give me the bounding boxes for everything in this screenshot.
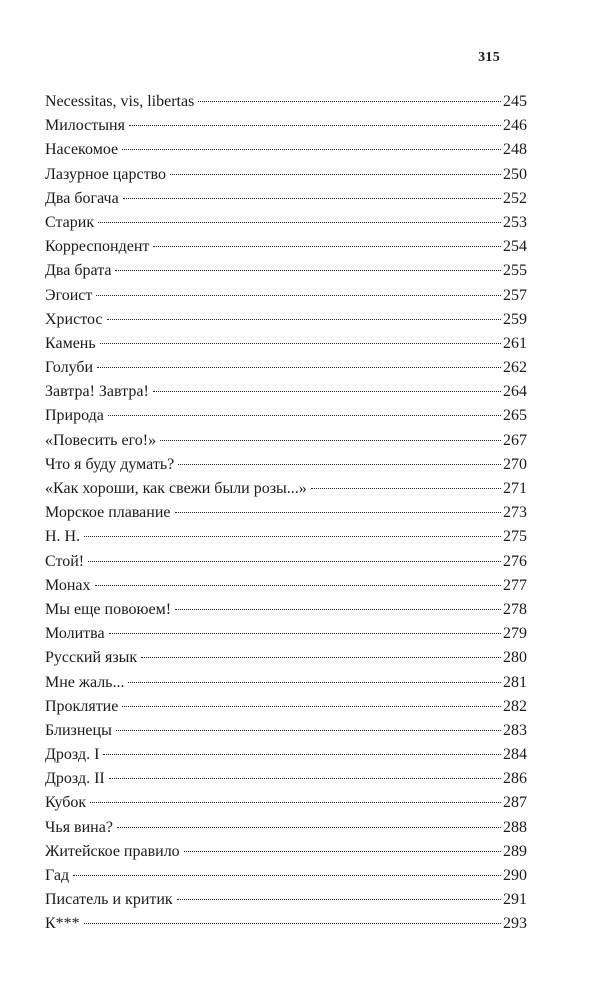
toc-entry: [45, 114, 527, 138]
toc-entry-page: 278: [503, 600, 527, 618]
dot-leader: [141, 657, 501, 658]
toc-entry: [45, 404, 527, 428]
toc-entry-page: 267: [503, 431, 527, 449]
toc-entry-title: Стой!: [45, 552, 85, 570]
toc-entry-page: 280: [503, 649, 527, 667]
toc-entry: [45, 259, 527, 283]
toc-entry-page: 259: [503, 310, 527, 328]
toc-entry-title: Близнецы: [45, 721, 112, 739]
toc-entry-page: 277: [503, 576, 527, 594]
toc-entry: [45, 477, 527, 501]
toc-entry-title: «Повесить его!»: [45, 431, 157, 449]
dot-leader: [107, 319, 502, 320]
toc-entry-title: Житейское правило: [45, 842, 180, 860]
toc-entry-page: 284: [503, 746, 527, 764]
dot-leader: [95, 585, 502, 586]
toc-entry-title: Природа: [45, 407, 104, 425]
toc-entry: [45, 332, 527, 356]
toc-entry: [45, 138, 527, 162]
page-number: 315: [478, 50, 500, 65]
toc-entry-title: Два богача: [45, 189, 119, 207]
dot-leader: [88, 561, 501, 562]
dot-leader: [175, 512, 501, 513]
dot-leader: [73, 875, 501, 876]
toc-entry-title: Эгоист: [45, 286, 93, 304]
toc-entry-title: Мне жаль...: [45, 673, 125, 691]
toc-entry-title: Писатель и критик: [45, 891, 173, 909]
toc-entry: [45, 187, 527, 211]
toc-entry-page: 253: [503, 213, 527, 231]
toc-entry-title: Русский язык: [45, 649, 138, 667]
dot-leader: [96, 295, 501, 296]
toc-entry: [45, 888, 527, 912]
dot-leader: [98, 222, 501, 223]
toc-entry-title: Necessitas, vis, libertas: [45, 93, 195, 110]
toc-entry: [45, 840, 527, 864]
toc-entry: [45, 380, 527, 404]
toc-entry-title: Корреспондент: [45, 238, 150, 256]
toc-entry: [45, 816, 527, 840]
dot-leader: [109, 633, 501, 634]
toc-entry-title: Дрозд. I: [45, 746, 100, 764]
toc-entry-title: Христос: [45, 310, 103, 328]
toc-entry: [45, 356, 527, 380]
toc-entry-title: Монах: [45, 576, 91, 594]
dot-leader: [170, 174, 501, 175]
dot-leader: [97, 367, 501, 368]
toc-entry-page: 289: [503, 842, 527, 860]
toc-entry-page: 255: [503, 262, 527, 280]
dot-leader: [123, 198, 501, 199]
dot-leader: [311, 488, 501, 489]
toc-entry-page: 265: [503, 407, 527, 425]
toc-entry: [45, 695, 527, 719]
dot-leader: [115, 270, 501, 271]
toc-entry-page: 293: [503, 915, 527, 933]
toc-entry: [45, 90, 527, 114]
toc-entry-title: Голуби: [45, 359, 94, 377]
toc-entry: [45, 574, 527, 598]
dot-leader: [117, 827, 501, 828]
toc-entry-title: Чья вина?: [45, 818, 113, 836]
toc-entry: [45, 453, 527, 477]
toc-entry-page: 286: [503, 770, 527, 788]
dot-leader: [160, 440, 501, 441]
toc-entry-page: 287: [503, 794, 527, 812]
toc-entry: [45, 671, 527, 695]
dot-leader: [153, 246, 501, 247]
toc-entry-page: 262: [503, 359, 527, 377]
dot-leader: [128, 682, 501, 683]
toc-entry-title: Морское плавание: [45, 504, 171, 522]
toc-entry-page: 254: [503, 238, 527, 256]
table-of-contents: [45, 90, 527, 937]
dot-leader: [109, 778, 501, 779]
toc-entry-title: Дрозд. II: [45, 770, 105, 788]
toc-entry: [45, 719, 527, 743]
toc-entry-page: 281: [503, 673, 527, 691]
toc-entry: [45, 622, 527, 646]
dot-leader: [103, 754, 501, 755]
toc-entry-title: Кубок: [45, 794, 87, 812]
dot-leader: [90, 802, 501, 803]
dot-leader: [116, 730, 501, 731]
toc-entry-page: 271: [503, 480, 527, 497]
dot-leader: [84, 923, 501, 924]
toc-entry-title: Два брата: [45, 262, 112, 280]
toc-entry: [45, 767, 527, 791]
toc-entry: [45, 598, 527, 622]
toc-entry: [45, 791, 527, 815]
toc-entry-title: Мы еще повоюем!: [45, 600, 172, 618]
toc-entry-page: 291: [503, 891, 527, 909]
toc-entry-page: 279: [503, 625, 527, 643]
toc-entry-page: 250: [503, 165, 527, 183]
dot-leader: [84, 536, 501, 537]
dot-leader: [198, 101, 501, 102]
dot-leader: [122, 706, 501, 707]
toc-entry-page: 245: [503, 93, 527, 110]
toc-entry: [45, 284, 527, 308]
toc-entry-title: Лазурное царство: [45, 165, 166, 183]
toc-entry-title: «Как хороши, как свежи были розы...»: [45, 480, 307, 497]
toc-entry-page: 257: [503, 286, 527, 304]
toc-entry-title: К***: [45, 915, 80, 933]
toc-entry: [45, 211, 527, 235]
toc-entry-page: 275: [503, 528, 527, 546]
toc-entry-title: Молитва: [45, 625, 105, 643]
toc-entry-title: Старик: [45, 213, 95, 231]
toc-entry-page: 273: [503, 504, 527, 522]
toc-entry-title: Что я буду думать?: [45, 455, 175, 473]
dot-leader: [122, 149, 501, 150]
toc-entry: [45, 429, 527, 453]
dot-leader: [129, 125, 501, 126]
toc-entry: [45, 912, 527, 936]
toc-entry-title: Камень: [45, 334, 96, 352]
toc-entry: [45, 308, 527, 332]
toc-entry: [45, 646, 527, 670]
toc-entry-title: Насекомое: [45, 141, 119, 159]
dot-leader: [175, 609, 501, 610]
toc-entry-title: Н. Н.: [45, 528, 81, 546]
toc-entry: [45, 743, 527, 767]
toc-entry-page: 283: [503, 721, 527, 739]
toc-entry-title: Завтра! Завтра!: [45, 383, 149, 401]
dot-leader: [100, 343, 501, 344]
toc-entry-page: 290: [503, 867, 527, 884]
dot-leader: [178, 464, 501, 465]
toc-entry-page: 248: [503, 141, 527, 159]
dot-leader: [153, 391, 501, 392]
dot-leader: [108, 415, 501, 416]
dot-leader: [177, 899, 501, 900]
toc-entry: [45, 550, 527, 574]
toc-entry-page: 282: [503, 697, 527, 715]
toc-entry-title: Гад: [45, 867, 70, 884]
toc-entry: [45, 501, 527, 525]
toc-entry: [45, 235, 527, 259]
toc-entry-page: 261: [503, 334, 527, 352]
toc-entry-page: 270: [503, 455, 527, 473]
toc-entry-page: 276: [503, 552, 527, 570]
toc-entry-title: Проклятие: [45, 697, 119, 715]
toc-entry: [45, 163, 527, 187]
toc-entry-page: 264: [503, 383, 527, 401]
toc-entry-page: 246: [503, 117, 527, 135]
toc-entry-page: 252: [503, 189, 527, 207]
toc-entry: [45, 864, 527, 888]
dot-leader: [184, 851, 501, 852]
toc-entry-title: Милостыня: [45, 117, 125, 135]
toc-entry-page: 288: [503, 818, 527, 836]
toc-entry: [45, 525, 527, 549]
